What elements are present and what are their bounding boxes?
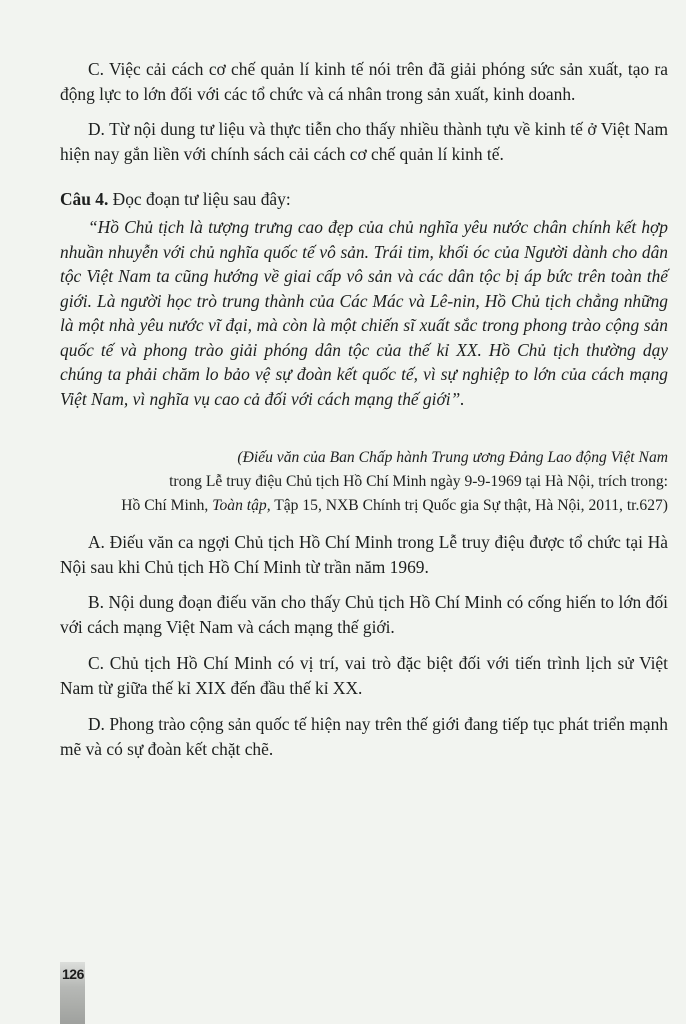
question-4-heading bbox=[60, 187, 668, 212]
option-d: D. Phong trào cộng sản quốc tế hiện nay trên thế giới đang tiếp tục phát triển mạnh mẽ và có sự đoàn kết chặt chẽ. bbox=[60, 714, 668, 759]
question-label: Câu 4. bbox=[60, 189, 109, 209]
citation-line-1: (Điếu văn của Ban Chấp hành Trung ương Đảng Lao động Việt Nam bbox=[237, 449, 668, 466]
citation-line-2: trong Lễ truy điệu Chủ tịch Hồ Chí Minh ngày 9-9-1969 tại Hà Nội, trích trong: bbox=[169, 473, 668, 490]
option-b: B. Nội dung đoạn điếu văn cho thấy Chủ tịch Hồ Chí Minh có cống hiến to lớn đối với cách mạng Việt Nam và cách mạng thế giới. bbox=[60, 592, 668, 637]
citation-line-3 bbox=[60, 494, 668, 518]
citation-details: Tập 15, NXB Chính trị Quốc gia Sự thật, Hà Nội, 2011, tr.627) bbox=[270, 497, 668, 514]
citation-work: Toàn tập, bbox=[212, 497, 271, 514]
source-quote: “Hồ Chủ tịch là tượng trưng cao đẹp của chủ nghĩa yêu nước chân chính kết hợp nhuần nhuyễn với chủ nghĩa quốc tế vô sản. Trái tim, khối óc của Người dành cho dân tộc Việt Nam ta cũng hướng về giai cấp vô sản và các dân tộc bị áp bức trên toàn thế giới. Là người học trò trung thành của Các Mác và Lê-nin, Hồ Chủ tịch chẳng những là một nhà yêu nước vĩ đại, mà còn là một chiến sĩ xuất sắc trong phong trào cộng sản quốc tế và phong trào giải phóng dân tộc của thế kỉ XX. Hồ Chủ tịch thường dạy chúng ta phải chăm lo bảo vệ sự đoàn kết quốc tế, vì sự nghiệp to lớn của cách mạng Việt Nam, vì nghĩa vụ cao cả đối với cách mạng thế giới”. bbox=[60, 217, 668, 409]
citation-author: Hồ Chí Minh, bbox=[121, 497, 213, 514]
option-c: C. Chủ tịch Hồ Chí Minh có vị trí, vai trò đặc biệt đối với tiến trình lịch sử Việt Nam từ giữa thế kỉ XIX đến đầu thế kỉ XX. bbox=[60, 653, 668, 698]
question-prompt: Đọc đoạn tư liệu sau đây: bbox=[108, 189, 291, 209]
page-number: 126 bbox=[62, 966, 84, 982]
prev-option-d: D. Từ nội dung tư liệu và thực tiễn cho thấy nhiều thành tựu về kinh tế ở Việt Nam hiện nay gắn liền với chính sách cải cách cơ chế quản lí kinh tế. bbox=[60, 119, 668, 164]
option-a: A. Điếu văn ca ngợi Chủ tịch Hồ Chí Minh trong Lễ truy điệu được tổ chức tại Hà Nội sau khi Chủ tịch Hồ Chí Minh từ trần năm 1969. bbox=[60, 532, 668, 577]
prev-option-c: C. Việc cải cách cơ chế quản lí kinh tế nói trên đã giải phóng sức sản xuất, tạo ra động lực to lớn đối với các tổ chức và cá nhân trong sản xuất, kinh doanh. bbox=[60, 59, 668, 104]
